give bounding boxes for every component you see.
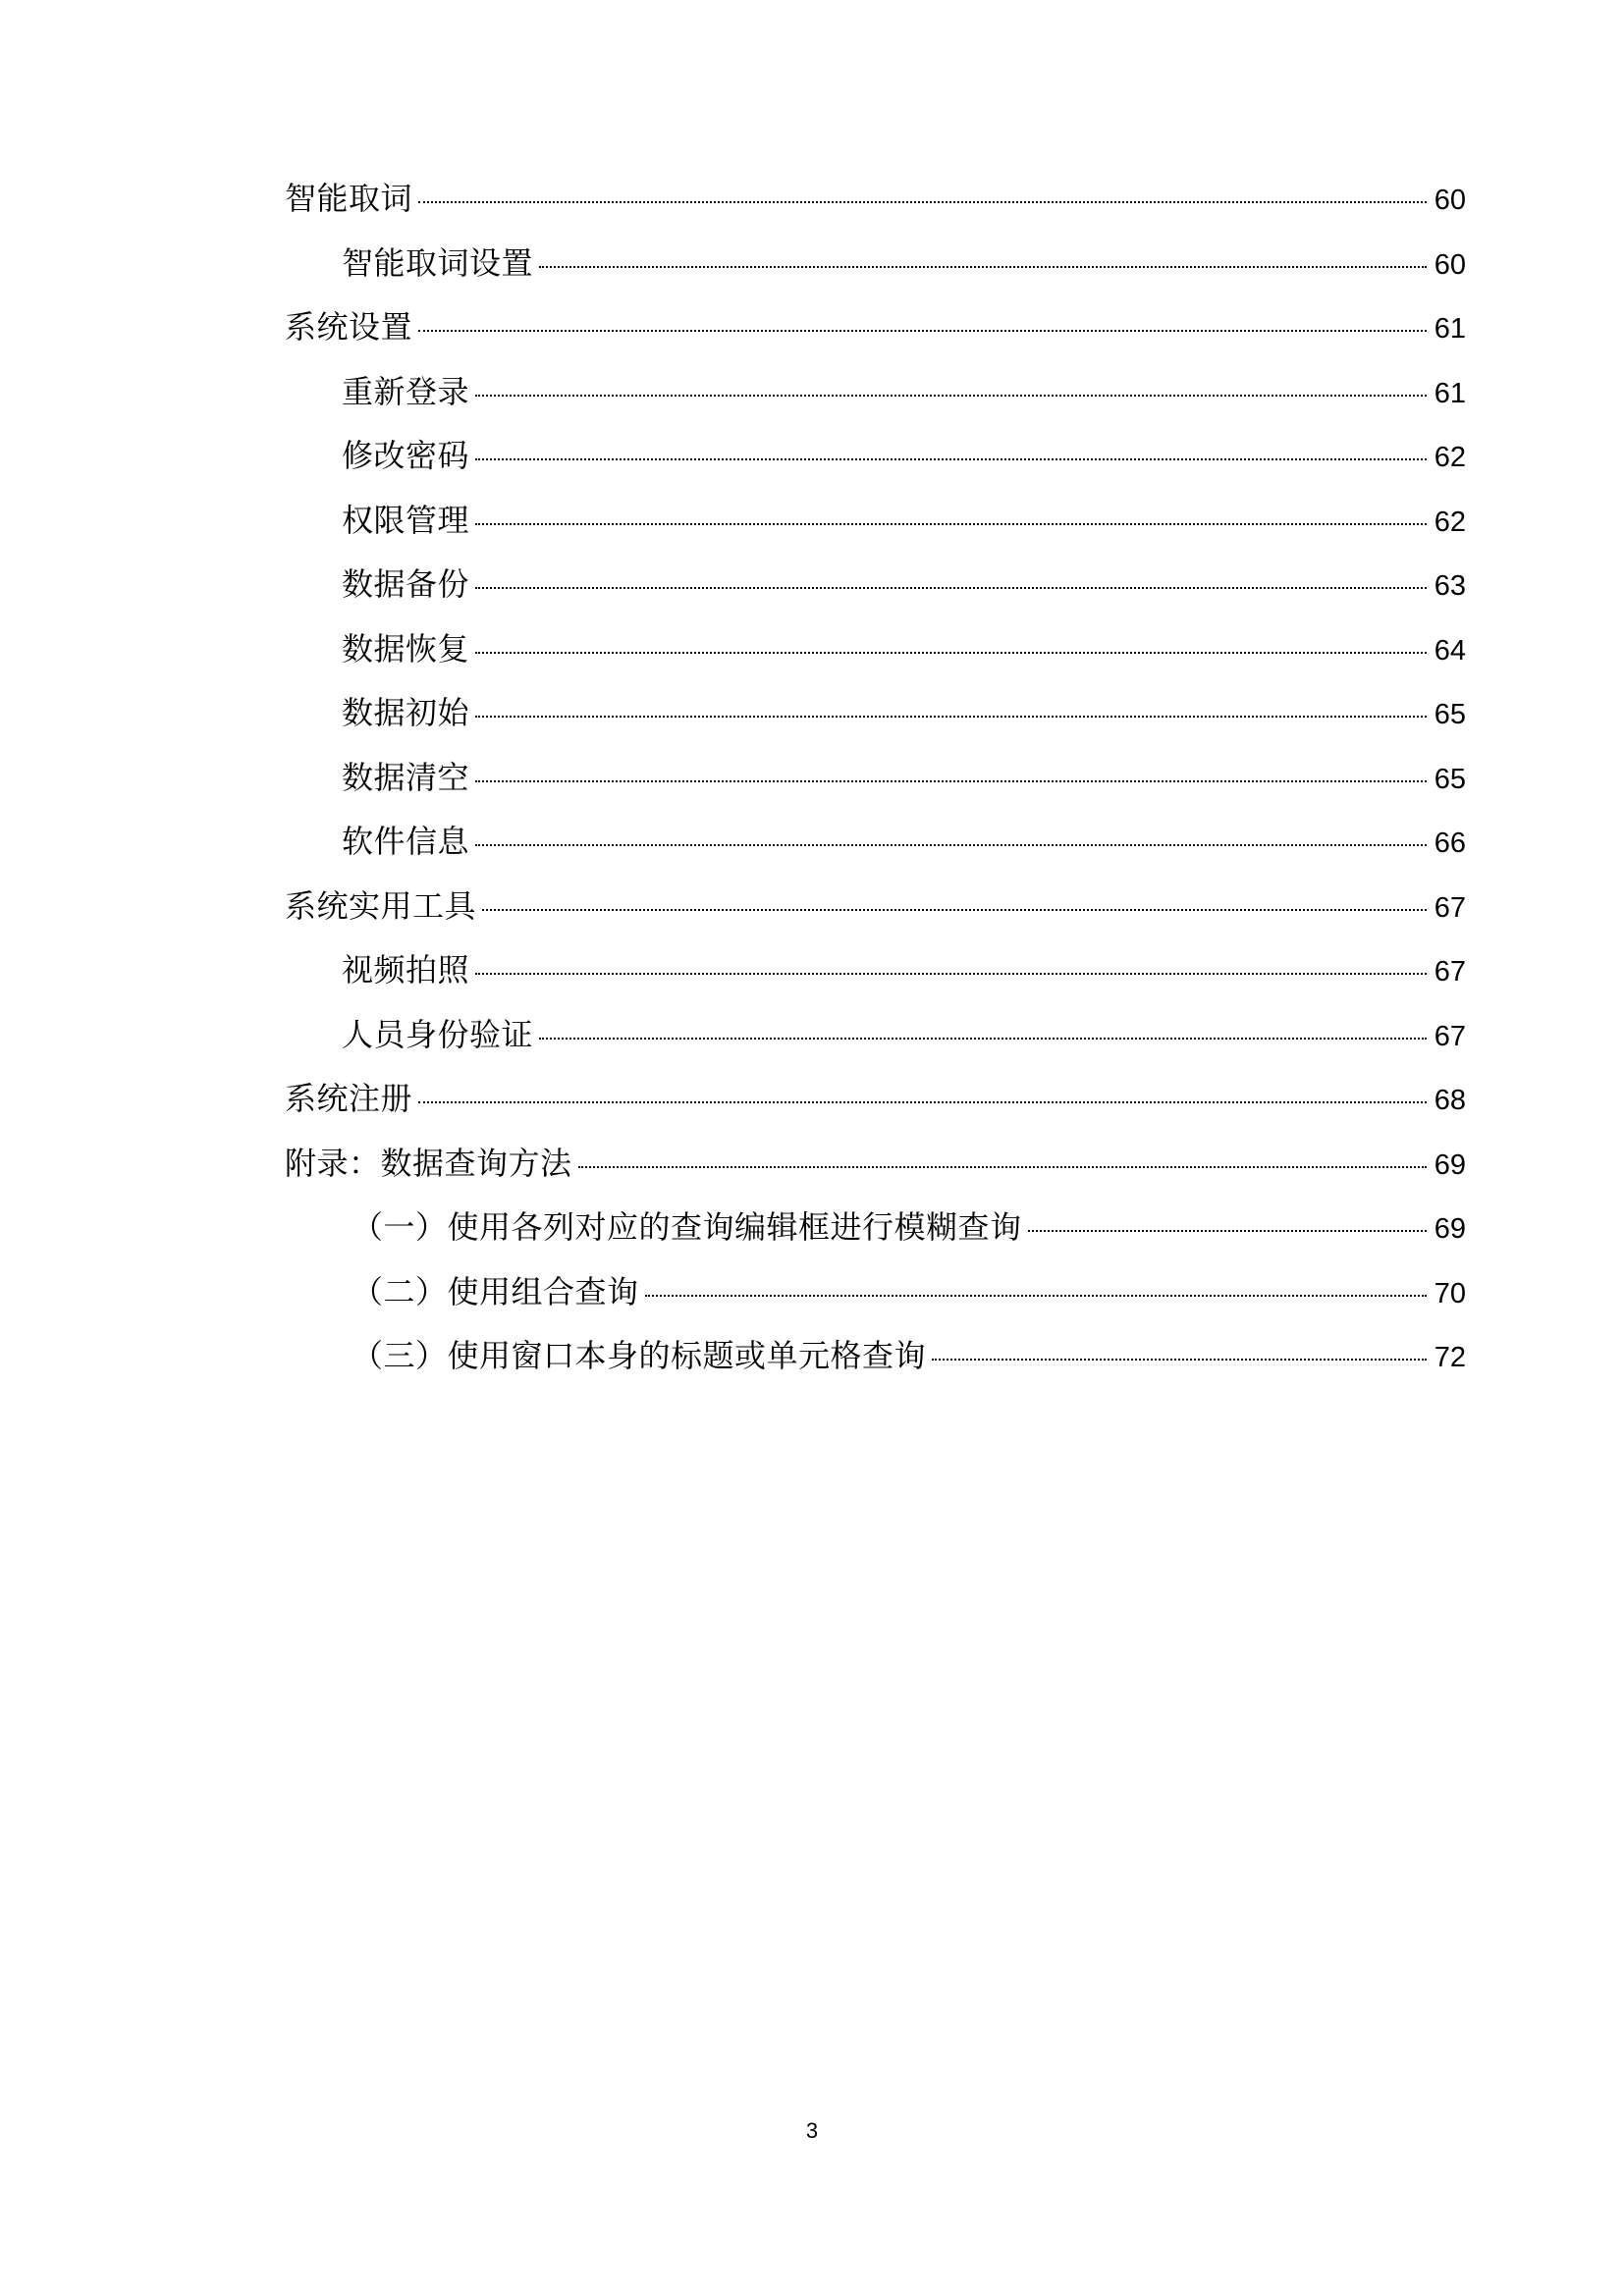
toc-entry[interactable] bbox=[285, 243, 1466, 312]
toc-dot-leader bbox=[475, 523, 1427, 525]
toc-entry[interactable] bbox=[285, 951, 1466, 1019]
toc-entry-page: 60 bbox=[1434, 248, 1466, 281]
toc-entry[interactable] bbox=[285, 823, 1466, 890]
toc-entry[interactable] bbox=[285, 1337, 1466, 1405]
toc-entry-page: 69 bbox=[1434, 1213, 1466, 1245]
toc-dot-leader bbox=[418, 1101, 1427, 1103]
toc-dot-leader bbox=[539, 266, 1427, 268]
toc-entry-title: 数据恢复 bbox=[342, 629, 470, 667]
toc-entry-title: 数据初始 bbox=[342, 694, 470, 731]
toc-entry-title: 视频拍照 bbox=[342, 951, 470, 988]
toc-entry[interactable] bbox=[285, 308, 1466, 376]
toc-dot-leader bbox=[578, 1166, 1427, 1168]
toc-entry[interactable] bbox=[285, 1080, 1466, 1148]
toc-entry[interactable] bbox=[285, 437, 1466, 505]
toc-dot-leader bbox=[475, 652, 1427, 654]
toc-dot-leader bbox=[482, 909, 1427, 911]
toc-dot-leader bbox=[418, 201, 1427, 203]
toc-dot-leader bbox=[932, 1359, 1427, 1361]
toc-entry-page: 62 bbox=[1434, 506, 1466, 538]
toc-entry-page: 65 bbox=[1434, 699, 1466, 730]
toc-entry-page: 69 bbox=[1434, 1148, 1466, 1181]
toc-entry-title: 数据清空 bbox=[342, 758, 470, 796]
toc-entry-page: 66 bbox=[1434, 828, 1466, 859]
toc-entry[interactable] bbox=[285, 565, 1466, 633]
toc-entry-title: 人员身份验证 bbox=[342, 1015, 534, 1053]
toc-entry[interactable] bbox=[285, 758, 1466, 827]
toc-entry[interactable] bbox=[285, 629, 1466, 698]
toc-entry-page: 67 bbox=[1434, 1020, 1466, 1052]
toc-entry[interactable] bbox=[285, 180, 1466, 247]
toc-entry-page: 65 bbox=[1434, 763, 1466, 795]
toc-entry-page: 62 bbox=[1434, 442, 1466, 473]
toc-entry-page: 64 bbox=[1434, 634, 1466, 667]
toc-entry-title: 系统注册 bbox=[285, 1080, 413, 1117]
toc-dot-leader bbox=[1028, 1230, 1427, 1232]
toc-entry-title: 数据备份 bbox=[342, 565, 470, 603]
toc-entry-title: 权限管理 bbox=[342, 501, 470, 539]
toc-entry[interactable] bbox=[285, 886, 1466, 955]
toc-entry-page: 61 bbox=[1434, 377, 1466, 409]
toc-entry-page: 61 bbox=[1434, 313, 1466, 345]
toc-dot-leader bbox=[475, 458, 1427, 460]
toc-entry-page: 63 bbox=[1434, 570, 1466, 602]
toc-entry-title: 智能取词设置 bbox=[342, 243, 534, 282]
page-number: 3 bbox=[805, 2118, 819, 2143]
toc-entry[interactable] bbox=[285, 372, 1466, 441]
toc-entry-title: 附录：数据查询方法 bbox=[285, 1144, 572, 1182]
toc-entry-title: 重新登录 bbox=[342, 372, 470, 410]
toc-entry-title: （三）使用窗口本身的标题或单元格查询 bbox=[352, 1337, 927, 1374]
toc-dot-leader bbox=[645, 1295, 1427, 1297]
toc-entry-page: 68 bbox=[1434, 1085, 1466, 1116]
toc-entry-page: 67 bbox=[1434, 891, 1466, 924]
toc-dot-leader bbox=[418, 330, 1427, 332]
toc-entry[interactable] bbox=[285, 1015, 1466, 1084]
toc-entry-title: 系统实用工具 bbox=[285, 886, 477, 925]
toc-dot-leader bbox=[475, 587, 1427, 589]
toc-dot-leader bbox=[475, 973, 1427, 975]
toc-dot-leader bbox=[539, 1038, 1427, 1040]
toc-entry-title: 修改密码 bbox=[342, 437, 470, 474]
toc-dot-leader bbox=[475, 395, 1427, 397]
toc-entry[interactable] bbox=[285, 1144, 1466, 1212]
toc-entry[interactable] bbox=[285, 1272, 1466, 1341]
toc-entry-title: 系统设置 bbox=[285, 308, 413, 346]
toc-dot-leader bbox=[475, 844, 1427, 846]
toc-dot-leader bbox=[475, 780, 1427, 782]
toc-entry-page: 60 bbox=[1434, 185, 1466, 216]
toc-entry[interactable] bbox=[285, 694, 1466, 762]
toc-entry[interactable] bbox=[285, 501, 1466, 569]
toc-entry-page: 67 bbox=[1434, 956, 1466, 988]
toc-entry[interactable] bbox=[285, 1208, 1466, 1276]
toc-entry-page: 72 bbox=[1434, 1342, 1466, 1373]
toc-entry-page: 70 bbox=[1434, 1277, 1466, 1309]
toc-dot-leader bbox=[475, 716, 1427, 718]
toc-entry-title: 软件信息 bbox=[342, 823, 470, 860]
toc-entry-title: （一）使用各列对应的查询编辑框进行模糊查询 bbox=[352, 1208, 1022, 1246]
toc-entry-title: 智能取词 bbox=[285, 180, 413, 217]
table-of-contents bbox=[285, 180, 1466, 1405]
toc-entry-title: （二）使用组合查询 bbox=[352, 1272, 639, 1310]
